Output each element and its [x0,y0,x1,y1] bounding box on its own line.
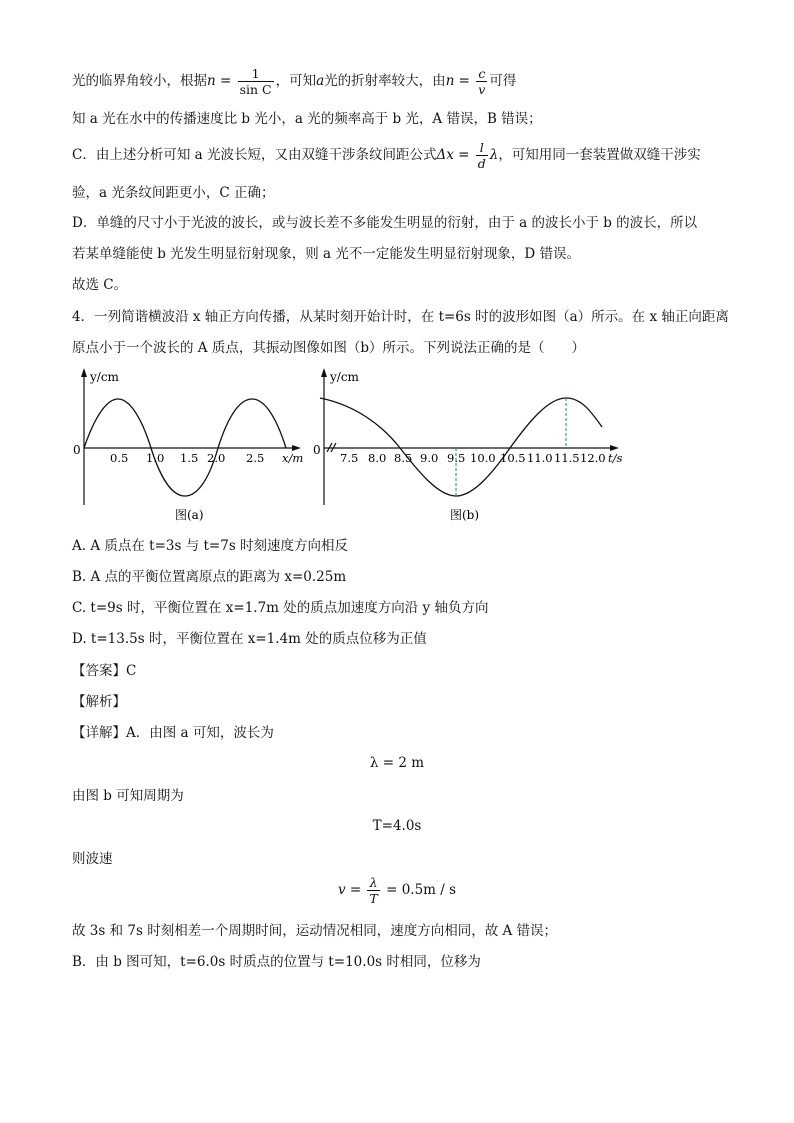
option-b: B. A 点的平衡位置离原点的距离为 x=0.25m [72,569,347,585]
line-b: B．由 b 图可知，t=6.0s 时质点的位置与 t=10.0s 时相同，位移为 [72,954,481,970]
y-axis-arrow [321,368,327,377]
denominator: T [369,891,378,906]
x-axis-label: x/m [282,451,304,465]
denominator: v [478,82,486,97]
tick-label: 2.5 [246,451,265,465]
conclusion-a: 故 3s 和 7s 时刻相差一个周期时间，运动情况相同，速度方向相同，故 A 错误； [72,923,558,939]
text: ，可知用同一套装置做双缝干涉实 [498,147,701,163]
tick-label: 9.5 [447,451,466,465]
figure-b-vibration [310,365,630,525]
numerator: l [476,140,488,156]
origin-label: 0 [313,443,321,457]
fraction-lambda-over-T [367,875,379,906]
speed-rhs: = 0.5m / s [381,882,457,898]
text-line-2: 知 a 光在水中的传播速度比 b 光小，a 光的频率高于 b 光，A 错误，B 错误； [72,111,542,127]
fraction-c-over-v [476,66,487,97]
denominator: d [477,156,486,171]
equation-speed [0,875,794,906]
figure-caption: 图(b) [450,508,480,522]
answer-heading: 【答案】C [72,663,137,679]
figure-caption: 图(a) [175,508,204,522]
text: 光的临界角较小，根据 [72,73,207,89]
denominator: sin C [239,82,272,97]
question-4-line-1: 4．一列简谐横波沿 x 轴正方向传播，从某时刻开始计时，在 t=6s 时的波形如图（a）所示。在 x 轴正向距离 [72,309,729,325]
equals: = [215,73,236,89]
numerator: c [476,66,487,82]
tick-label: 9.0 [420,451,439,465]
text-line-6: 若某单缝能使 b 光发生明显衍射现象，则 a 光不一定能发生明显衍射现象，D 错误。 [72,246,580,262]
var-n: n [445,73,455,89]
equation-lambda: λ = 2 m [369,755,425,771]
vibration-curve [320,398,602,496]
var-a: a [316,73,325,89]
period-intro: 由图 b 可知周期为 [72,788,184,804]
y-axis-label: y/cm [90,370,119,384]
y-axis-arrow [81,368,87,377]
tick-label: 1.5 [180,451,199,465]
equals: = [454,73,475,89]
text: 光的折射率较大，由 [324,73,446,89]
text-line-1 [72,66,516,97]
tick-label: 12.0 [580,451,606,465]
tick-label: 10.0 [470,451,496,465]
numerator: λ [367,875,379,891]
origin-label: 0 [73,443,81,457]
text-line-3 [72,140,701,171]
speed-lhs: v = [337,882,366,898]
detail-line-1: 【详解】A．由图 a 可知，波长为 [72,725,274,741]
question-4-line-2: 原点小于一个波长的 A 质点，其振动图像如图（b）所示。下列说法正确的是（ ） [72,340,585,356]
text-line-7: 故选 C。 [72,277,128,293]
numerator: 1 [238,66,274,82]
text-line-4: 验，a 光条纹间距更小，C 正确； [72,185,275,201]
text: 可得 [489,73,517,89]
fraction-1-over-sinC [238,66,274,97]
tick-label: 11.5 [554,451,580,465]
speed-intro: 则波速 [72,851,113,867]
lambda: λ [489,147,499,163]
tick-label: 7.5 [340,451,359,465]
option-a: A. A 质点在 t=3s 与 t=7s 时刻速度方向相反 [72,538,349,554]
tick-label: 1.0 [146,451,165,465]
option-c: C. t=9s 时，平衡位置在 x=1.7m 处的质点加速度方向沿 y 轴负方向 [72,600,489,616]
tick-label: 11.0 [527,451,553,465]
figure-a-wave [70,365,310,525]
tick-label: 8.0 [368,451,387,465]
tick-label: 0.5 [110,451,129,465]
option-d: D. t=13.5s 时，平衡位置在 x=1.4m 处的质点位移为正值 [72,631,427,647]
y-axis-label: y/cm [330,370,359,384]
fraction-l-over-d [476,140,488,171]
text: C．由上述分析可知 a 光波长短，又由双缝干涉条纹间距公式 [72,147,437,163]
text-line-5: D．单缝的尺寸小于光波的波长，或与波长差不多能发生明显的衍射，由于 a 的波长小于 b 的波长，所以 [72,215,698,231]
formula-dx: Δx = [436,147,474,163]
t-axis-label: t/s [608,451,623,465]
tick-label: 2.0 [207,451,226,465]
tick-label: 10.5 [500,451,526,465]
text: ，可知 [275,73,317,89]
analysis-heading: 【解析】 [72,694,126,710]
equation-period: T=4.0s [372,818,422,834]
tick-label: 8.5 [394,451,413,465]
var-n: n [207,73,216,89]
